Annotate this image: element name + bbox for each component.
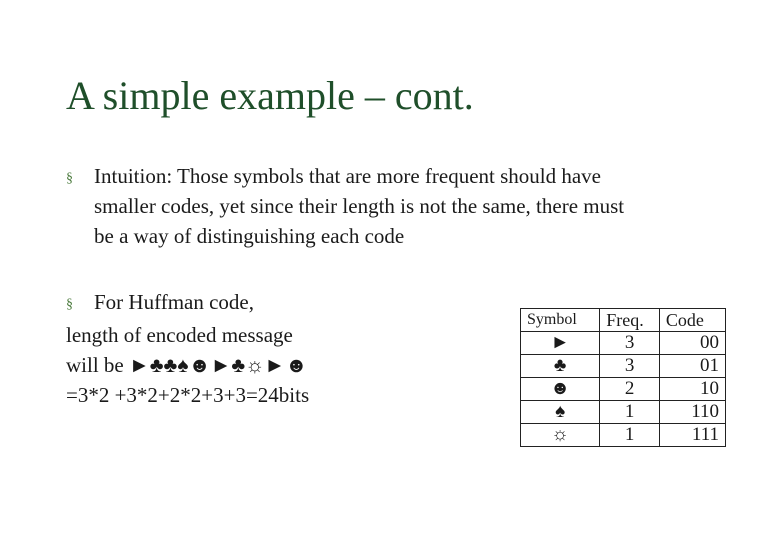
symbol-cell: ☻ <box>521 378 600 401</box>
bullet-line: For Huffman code, <box>94 290 254 314</box>
freq-cell: 1 <box>600 424 660 447</box>
bullet-intuition <box>66 161 726 251</box>
freq-cell: 1 <box>600 401 660 424</box>
symbol-cell: ♣ <box>521 355 600 378</box>
bullet-line: Intuition: Those symbols that are more frequent should have <box>94 164 602 188</box>
code-cell: 00 <box>659 332 725 355</box>
bullet-huffman <box>66 287 506 410</box>
bullet-marker: § <box>66 171 73 186</box>
code-cell: 10 <box>659 378 725 401</box>
header-code: Code <box>659 309 725 332</box>
bullet-marker: § <box>66 297 73 312</box>
code-cell: 01 <box>659 355 725 378</box>
symbol-cell: ♠ <box>521 401 600 424</box>
slide-title: A simple example – cont. <box>66 73 474 118</box>
header-symbol: Symbol <box>521 309 600 332</box>
huffman-table <box>520 308 726 450</box>
table-row <box>521 424 726 447</box>
freq-cell: 3 <box>600 355 660 378</box>
symbol-cell: ► <box>521 332 600 355</box>
table-header-row <box>521 309 726 332</box>
bit-count-line: =3*2 +3*2+2*2+3+3=24bits <box>66 383 310 407</box>
symbol-cell: ☼ <box>521 424 600 447</box>
freq-cell: 2 <box>600 378 660 401</box>
header-freq: Freq. <box>600 309 660 332</box>
table-row <box>521 401 726 424</box>
table-row <box>521 332 726 355</box>
freq-cell: 3 <box>600 332 660 355</box>
bullet-line: be a way of distinguishing each code <box>94 224 405 248</box>
table-row <box>521 355 726 378</box>
bullet-line: smaller codes, yet since their length is not the same, there must <box>94 194 625 218</box>
code-table <box>520 308 726 447</box>
table-row <box>521 378 726 401</box>
encoded-message-line: will be ►♣♣♠☻►♣☼►☻ <box>66 353 308 377</box>
code-cell: 110 <box>659 401 725 424</box>
bullet-line: length of encoded message <box>66 323 293 347</box>
code-cell: 111 <box>659 424 725 447</box>
